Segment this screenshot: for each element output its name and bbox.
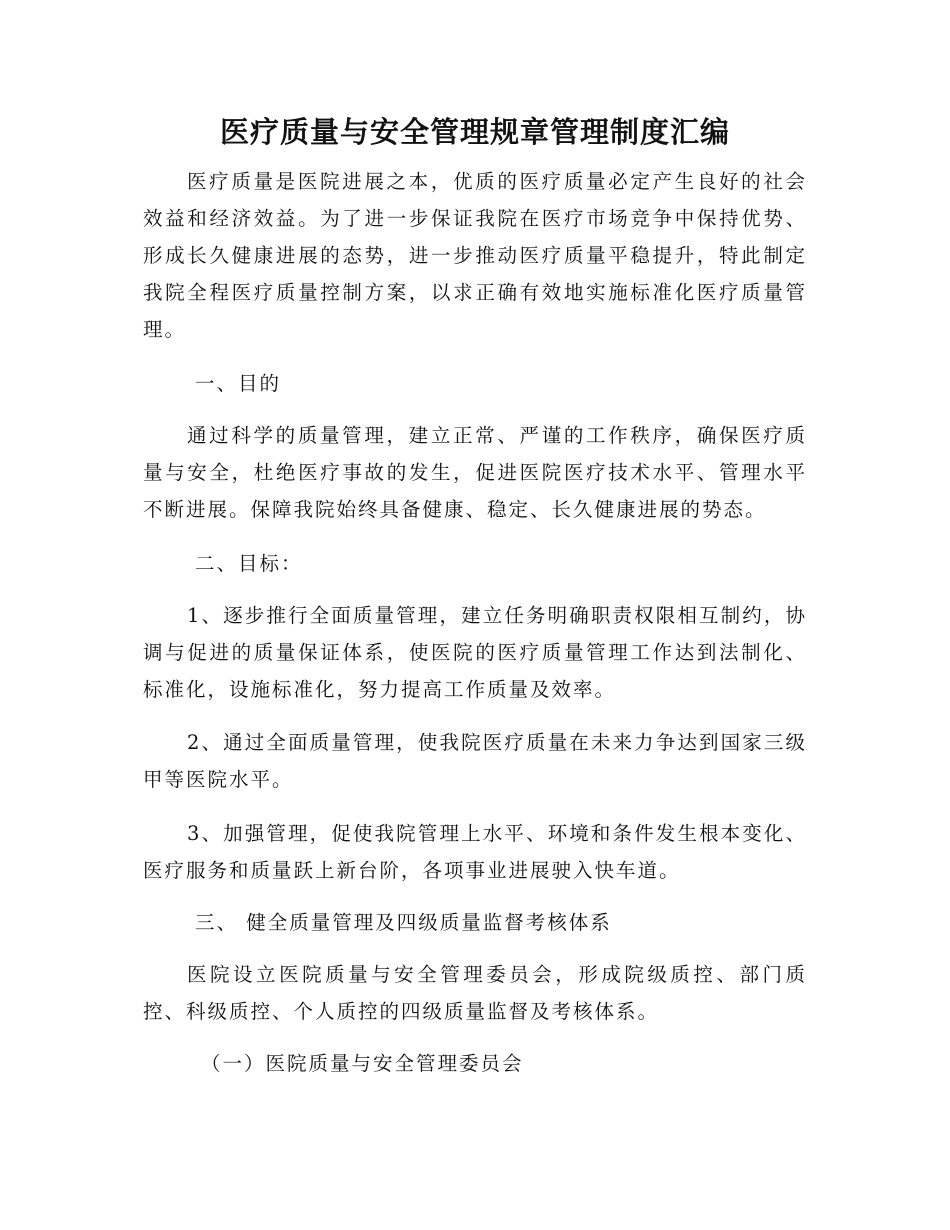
section-heading-goals: 二、目标： (195, 552, 303, 575)
subsection-heading-committee: （一）医院质量与安全管理委员会 (201, 1052, 524, 1075)
system-paragraph: 医院设立医院质量与安全管理委员会，形成院级质控、部门质控、科级质控、个人质控的四级质量监督及考核体系。 (143, 963, 807, 1023)
section-heading-system: 三、 健全质量管理及四级质量监督考核体系 (195, 911, 612, 934)
document-title: 医疗质量与安全管理规章管理制度汇编 (219, 115, 730, 149)
purpose-paragraph: 通过科学的质量管理，建立正常、严谨的工作秩序，确保医疗质量与安全，杜绝医疗事故的发生，促进医院医疗技术水平、管理水平不断进展。保障我院始终具备健康、稳定、长久健康进展的势态。 (143, 424, 807, 521)
section-heading-purpose: 一、目的 (195, 372, 282, 395)
goal-item-2: 2、通过全面质量管理，使我院医疗质量在未来力争达到国家三级甲等医院水平。 (143, 731, 807, 791)
goal-item-3: 3、加强管理，促使我院管理上水平、环境和条件发生根本变化、医疗服务和质量跃上新台阶，各项事业进展驶入快车道。 (143, 822, 807, 882)
goal-item-1: 1、逐步推行全面质量管理，建立任务明确职责权限相互制约，协调与促进的质量保证体系，使医院的医疗质量管理工作达到法制化、标准化，设施标准化，努力提高工作质量及效率。 (143, 604, 807, 701)
intro-paragraph: 医疗质量是医院进展之本，优质的医疗质量必定产生良好的社会效益和经济效益。为了进一步保证我院在医疗市场竞争中保持优势、形成长久健康进展的态势，进一步推动医疗质量平稳提升，特此制定我院全程医疗质量控制方案，以求正确有效地实施标准化医疗质量管理。 (143, 170, 807, 341)
